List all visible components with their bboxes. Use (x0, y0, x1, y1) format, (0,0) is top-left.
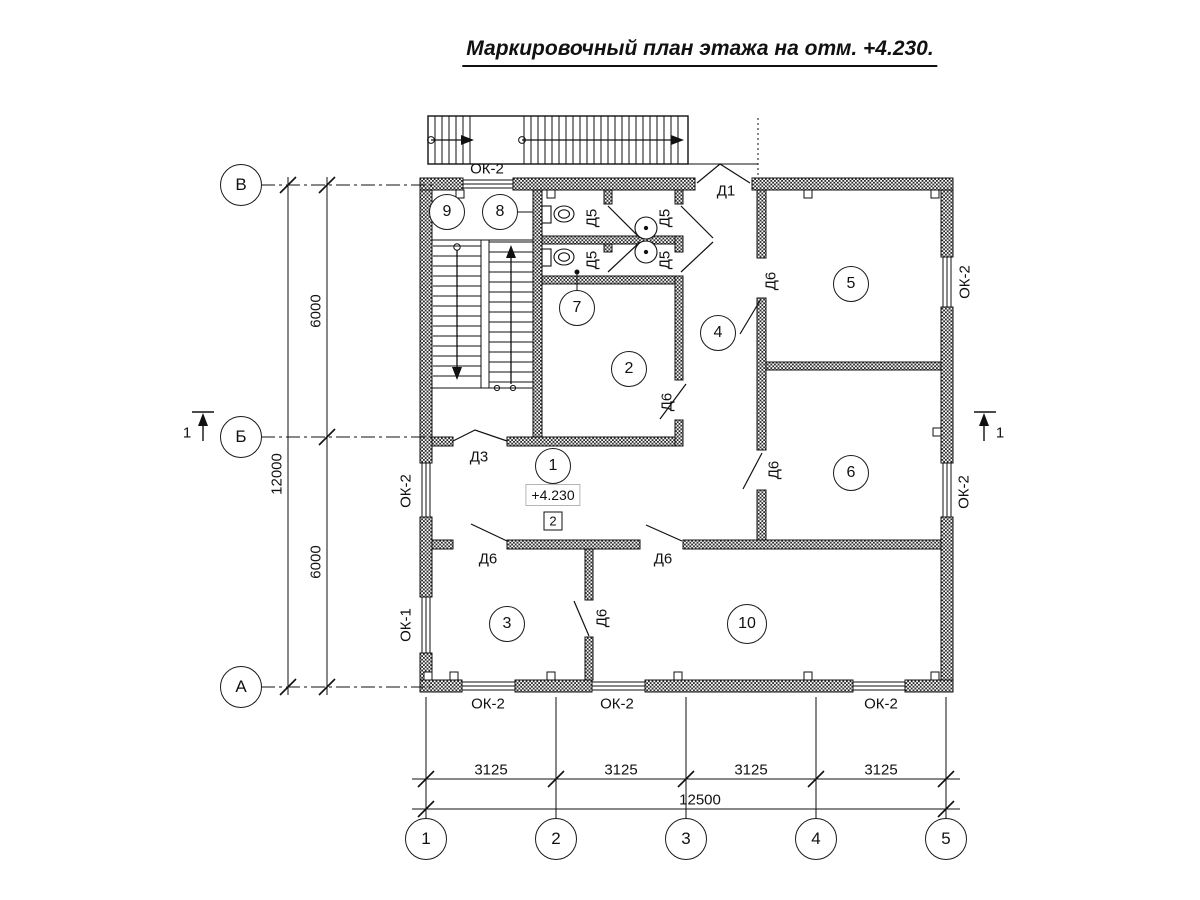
room-mark-5 (833, 266, 869, 302)
axis-bubble-a (220, 666, 262, 708)
window-label-ok2: ОК-2 (471, 695, 505, 713)
room-mark-7 (559, 290, 595, 326)
room-number: 8 (495, 203, 505, 220)
door-leaves (453, 160, 762, 636)
axis-bubble-2 (535, 818, 577, 860)
axis-number: 3 (681, 829, 691, 848)
axis-number: 2 (551, 829, 561, 848)
window-label-ok2: ОК-2 (470, 160, 504, 178)
axis-bubble-4 (795, 818, 837, 860)
door-label-d6: Д6 (478, 550, 498, 568)
door-label-d1: Д1 (716, 182, 736, 200)
dim-3125: 3125 (604, 761, 638, 779)
elevation-mark: +4.230 (525, 484, 580, 506)
drawing-title: Маркировочный план этажа на отм. +4.230. (462, 37, 937, 67)
room-mark-8 (482, 194, 518, 230)
window-label-ok2: ОК-2 (864, 695, 898, 713)
room-number: 5 (846, 275, 856, 292)
room-number: 4 (713, 324, 723, 341)
room-number: 6 (846, 464, 856, 481)
toilet-cistern-1 (542, 206, 551, 223)
dim-6000: 6000 (307, 294, 325, 328)
internal-stair (432, 240, 533, 391)
window-label-ok1: ОК-1 (397, 608, 415, 642)
dim-3125: 3125 (864, 761, 898, 779)
axis-bubble-5 (925, 818, 967, 860)
axis-bubble-v (220, 164, 262, 206)
axis-letter: А (235, 677, 247, 696)
room-number: 9 (442, 203, 452, 220)
door-label-d6: Д6 (593, 608, 611, 628)
dim-12000: 12000 (268, 453, 286, 495)
room-mark-10 (727, 604, 767, 644)
axis-bubble-1 (405, 818, 447, 860)
axis-letter: В (235, 175, 247, 194)
room-number: 3 (502, 615, 512, 632)
axis-number: 4 (811, 829, 821, 848)
axis-number: 1 (421, 829, 431, 848)
axis-letter: Б (235, 427, 247, 446)
room-mark-1 (535, 448, 571, 484)
window-label-ok2: ОК-2 (397, 474, 415, 508)
dim-6000: 6000 (307, 545, 325, 579)
axis-bubble-b (220, 416, 262, 458)
door-label-d5: Д5 (583, 250, 601, 270)
room-mark-4 (700, 315, 736, 351)
dimensions-left (280, 177, 335, 695)
room-number: 1 (548, 457, 558, 474)
axis-bubble-3 (665, 818, 707, 860)
door-label-d6: Д6 (762, 271, 780, 291)
section-label-left: 1 (182, 424, 192, 442)
door-label-d6: Д6 (765, 460, 783, 480)
window-label-ok2: ОК-2 (600, 695, 634, 713)
room-mark-6 (833, 455, 869, 491)
door-label-d6: Д6 (653, 550, 673, 568)
door-label-d6: Д6 (658, 392, 676, 412)
window-label-ok2: ОК-2 (955, 475, 973, 509)
room-number: 7 (572, 299, 582, 316)
window-label-ok2: ОК-2 (956, 265, 974, 299)
floor-marker: 2 (544, 512, 563, 531)
axis-number: 5 (941, 829, 951, 848)
room-number: 10 (738, 615, 756, 632)
door-label-d3: Д3 (469, 448, 489, 466)
door-label-d5: Д5 (656, 208, 674, 228)
door-label-d5: Д5 (656, 250, 674, 270)
door-label-d5: Д5 (583, 208, 601, 228)
room-number: 2 (624, 360, 634, 377)
dim-12500: 12500 (679, 791, 721, 809)
dim-3125: 3125 (734, 761, 768, 779)
section-label-right: 1 (995, 424, 1005, 442)
room-mark-2 (611, 351, 647, 387)
toilet-cistern-2 (542, 249, 551, 266)
room-mark-3 (489, 606, 525, 642)
dim-3125: 3125 (474, 761, 508, 779)
room-mark-9 (429, 194, 465, 230)
